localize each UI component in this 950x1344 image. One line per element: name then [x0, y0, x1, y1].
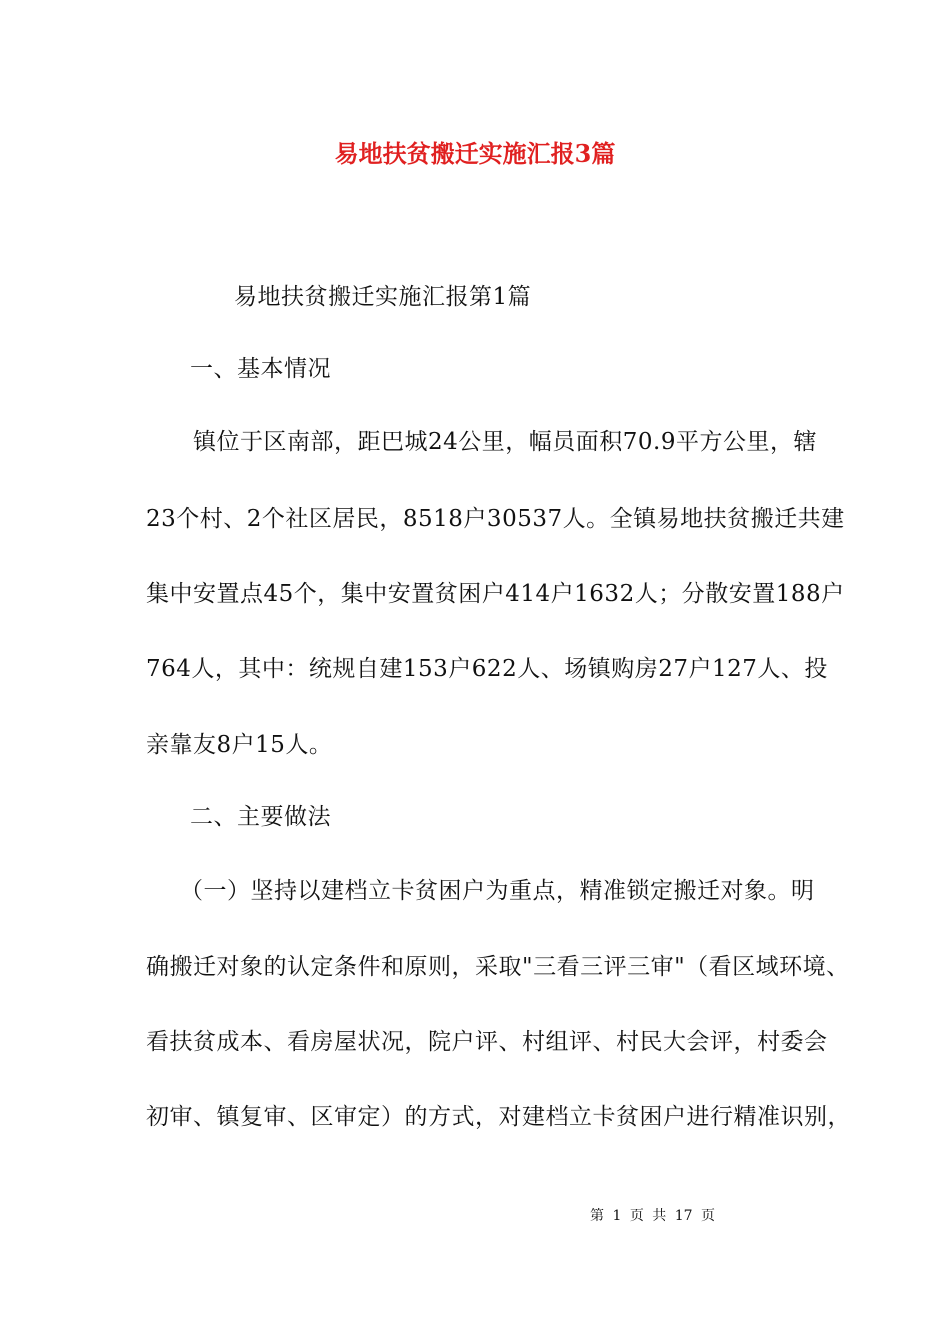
paragraph-line: 确搬迁对象的认定条件和原则，采取"三看三评三审"（看区域环境、 — [146, 954, 850, 980]
paragraph-line: 亲靠友8户15人。 — [146, 732, 333, 758]
footer-di: 第 — [590, 1208, 604, 1224]
heading-basic-situation: 一、基本情况 — [190, 356, 331, 382]
paragraph-line: 初审、镇复审、区审定）的方式，对建档立卡贫困户进行精准识别， — [146, 1104, 851, 1130]
page-footer — [590, 1206, 719, 1226]
paragraph-line: 看扶贫成本、看房屋状况，院户评、村组评、村民大会评，村委会 — [146, 1029, 828, 1055]
footer-total-pages: 17 — [674, 1208, 693, 1224]
paragraph-line: 764人，其中：统规自建153户622人、场镇购房27户127人、投 — [146, 656, 828, 682]
heading-main-practices: 二、主要做法 — [190, 804, 331, 830]
document-title: 易地扶贫搬迁实施汇报3篇 — [334, 139, 616, 168]
paragraph-line: 23个村、2个社区居民，8518户30537人。全镇易地扶贫搬迁共建 — [146, 506, 845, 532]
paragraph-line: （一）坚持以建档立卡贫困户为重点，精准锁定搬迁对象。明 — [180, 878, 815, 904]
section-heading-part1: 易地扶贫搬迁实施汇报第1篇 — [234, 284, 532, 310]
footer-ye-end: 页 — [701, 1208, 716, 1224]
footer-page-number: 1 — [612, 1208, 622, 1224]
paragraph-line: 集中安置点45个，集中安置贫困户414户1632人；分散安置188户 — [146, 581, 845, 607]
footer-gong: 共 — [652, 1208, 667, 1224]
paragraph-line: 镇位于区南部，距巴城24公里，幅员面积70.9平方公里，辖 — [193, 429, 817, 455]
footer-ye: 页 — [629, 1208, 644, 1224]
